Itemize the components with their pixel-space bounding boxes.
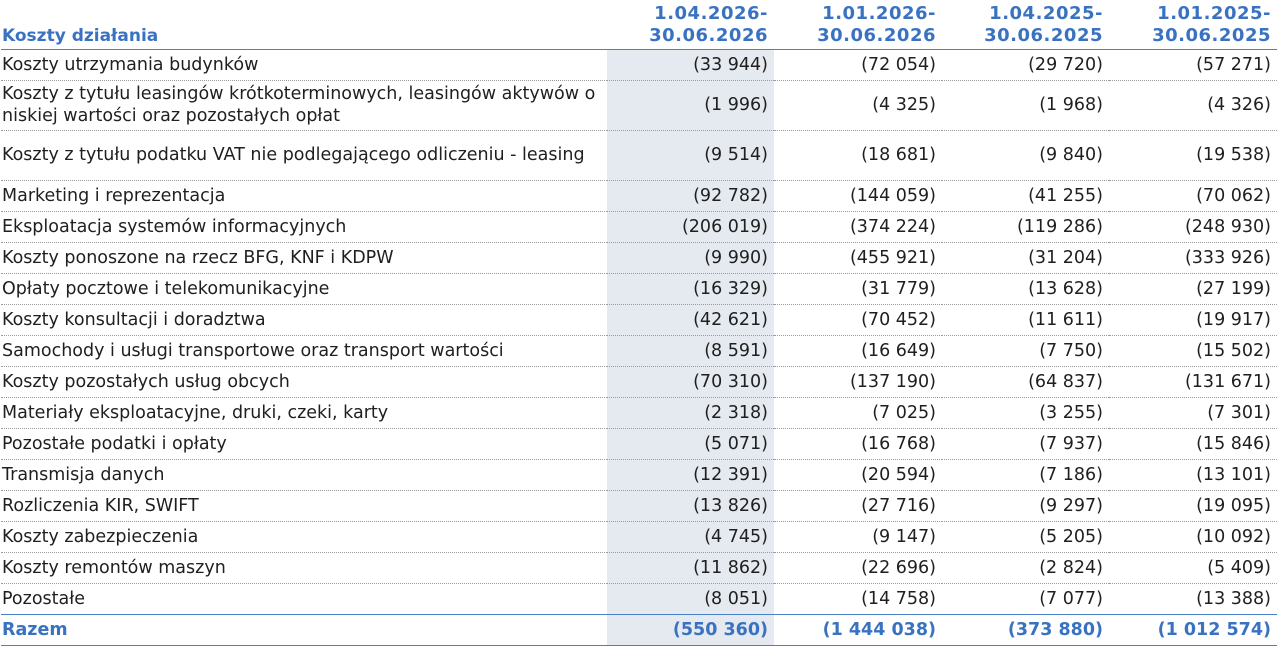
row-value: (1 996) bbox=[607, 80, 774, 130]
table-row bbox=[1, 335, 1277, 366]
row-value: (70 452) bbox=[774, 304, 942, 335]
total-row bbox=[1, 614, 1277, 645]
row-value: (7 186) bbox=[942, 459, 1109, 490]
row-value: (2 318) bbox=[607, 397, 774, 428]
row-value: (248 930) bbox=[1109, 211, 1277, 242]
row-value: (12 391) bbox=[607, 459, 774, 490]
table-row bbox=[1, 459, 1277, 490]
row-label: Pozostałe podatki i opłaty bbox=[1, 428, 607, 459]
row-label: Koszty z tytułu leasingów krótkoterminowych, leasingów aktywów o niskiej wartości oraz pozostałych opłat bbox=[1, 80, 607, 130]
row-value: (42 621) bbox=[607, 304, 774, 335]
row-value: (19 538) bbox=[1109, 130, 1277, 180]
row-value: (41 255) bbox=[942, 180, 1109, 211]
row-value: (144 059) bbox=[774, 180, 942, 211]
row-value: (4 745) bbox=[607, 521, 774, 552]
row-value: (13 628) bbox=[942, 273, 1109, 304]
row-value: (7 750) bbox=[942, 335, 1109, 366]
table-row bbox=[1, 80, 1277, 130]
row-value: (3 255) bbox=[942, 397, 1109, 428]
total-value: (1 444 038) bbox=[774, 614, 942, 645]
table-row bbox=[1, 242, 1277, 273]
row-label: Samochody i usługi transportowe oraz transport wartości bbox=[1, 335, 607, 366]
row-label: Koszty ponoszone na rzecz BFG, KNF i KDPW bbox=[1, 242, 607, 273]
row-value: (8 591) bbox=[607, 335, 774, 366]
row-value: (119 286) bbox=[942, 211, 1109, 242]
table-row bbox=[1, 521, 1277, 552]
row-label: Koszty remontów maszyn bbox=[1, 552, 607, 583]
row-value: (31 204) bbox=[942, 242, 1109, 273]
row-value: (131 671) bbox=[1109, 366, 1277, 397]
row-value: (57 271) bbox=[1109, 49, 1277, 80]
row-label: Opłaty pocztowe i telekomunikacyjne bbox=[1, 273, 607, 304]
row-value: (9 297) bbox=[942, 490, 1109, 521]
row-value: (8 051) bbox=[607, 583, 774, 614]
row-value: (1 968) bbox=[942, 80, 1109, 130]
period-header: 1.01.2026- 30.06.2026 bbox=[817, 2, 936, 46]
row-value: (374 224) bbox=[774, 211, 942, 242]
row-value: (7 077) bbox=[942, 583, 1109, 614]
row-value: (7 937) bbox=[942, 428, 1109, 459]
row-value: (9 147) bbox=[774, 521, 942, 552]
row-label: Eksploatacja systemów informacyjnych bbox=[1, 211, 607, 242]
row-label: Koszty pozostałych usług obcych bbox=[1, 366, 607, 397]
row-value: (4 325) bbox=[774, 80, 942, 130]
row-value: (33 944) bbox=[607, 49, 774, 80]
row-value: (11 611) bbox=[942, 304, 1109, 335]
table-row bbox=[1, 428, 1277, 459]
row-label: Rozliczenia KIR, SWIFT bbox=[1, 490, 607, 521]
row-value: (18 681) bbox=[774, 130, 942, 180]
table-row bbox=[1, 304, 1277, 335]
row-value: (11 862) bbox=[607, 552, 774, 583]
row-value: (13 826) bbox=[607, 490, 774, 521]
row-value: (9 514) bbox=[607, 130, 774, 180]
table-row bbox=[1, 366, 1277, 397]
table-row bbox=[1, 49, 1277, 80]
row-label: Koszty utrzymania budynków bbox=[1, 49, 607, 80]
table-title: Koszty działania bbox=[2, 25, 159, 46]
row-value: (15 846) bbox=[1109, 428, 1277, 459]
row-value: (206 019) bbox=[607, 211, 774, 242]
row-value: (22 696) bbox=[774, 552, 942, 583]
table-row bbox=[1, 397, 1277, 428]
row-value: (19 917) bbox=[1109, 304, 1277, 335]
total-value: (1 012 574) bbox=[1109, 614, 1277, 645]
total-value: (373 880) bbox=[942, 614, 1109, 645]
row-value: (333 926) bbox=[1109, 242, 1277, 273]
total-label: Razem bbox=[1, 614, 607, 645]
row-value: (5 071) bbox=[607, 428, 774, 459]
row-value: (27 199) bbox=[1109, 273, 1277, 304]
row-value: (9 990) bbox=[607, 242, 774, 273]
table-row bbox=[1, 180, 1277, 211]
table-row bbox=[1, 211, 1277, 242]
row-value: (455 921) bbox=[774, 242, 942, 273]
row-label: Pozostałe bbox=[1, 583, 607, 614]
row-value: (13 101) bbox=[1109, 459, 1277, 490]
row-value: (31 779) bbox=[774, 273, 942, 304]
row-value: (13 388) bbox=[1109, 583, 1277, 614]
total-value: (550 360) bbox=[607, 614, 774, 645]
row-value: (20 594) bbox=[774, 459, 942, 490]
period-header: 1.04.2026- 30.06.2026 bbox=[649, 2, 768, 46]
row-value: (70 310) bbox=[607, 366, 774, 397]
row-value: (16 768) bbox=[774, 428, 942, 459]
row-label: Koszty z tytułu podatku VAT nie podlegającego odliczeniu - leasing bbox=[1, 130, 607, 180]
table-row bbox=[1, 552, 1277, 583]
row-label: Koszty konsultacji i doradztwa bbox=[1, 304, 607, 335]
row-value: (15 502) bbox=[1109, 335, 1277, 366]
row-value: (19 095) bbox=[1109, 490, 1277, 521]
row-value: (5 205) bbox=[942, 521, 1109, 552]
table-row bbox=[1, 273, 1277, 304]
row-value: (10 092) bbox=[1109, 521, 1277, 552]
row-value: (64 837) bbox=[942, 366, 1109, 397]
row-value: (92 782) bbox=[607, 180, 774, 211]
row-label: Transmisja danych bbox=[1, 459, 607, 490]
row-value: (4 326) bbox=[1109, 80, 1277, 130]
row-label: Marketing i reprezentacja bbox=[1, 180, 607, 211]
period-header: 1.01.2025- 30.06.2025 bbox=[1152, 2, 1271, 46]
period-header: 1.04.2025- 30.06.2025 bbox=[984, 2, 1103, 46]
row-value: (72 054) bbox=[774, 49, 942, 80]
table-row bbox=[1, 583, 1277, 614]
row-value: (5 409) bbox=[1109, 552, 1277, 583]
row-value: (9 840) bbox=[942, 130, 1109, 180]
row-value: (16 329) bbox=[607, 273, 774, 304]
table-row bbox=[1, 490, 1277, 521]
row-value: (7 025) bbox=[774, 397, 942, 428]
row-value: (2 824) bbox=[942, 552, 1109, 583]
row-value: (7 301) bbox=[1109, 397, 1277, 428]
row-value: (70 062) bbox=[1109, 180, 1277, 211]
row-label: Koszty zabezpieczenia bbox=[1, 521, 607, 552]
operating-costs-table bbox=[1, 0, 1277, 646]
row-value: (14 758) bbox=[774, 583, 942, 614]
header-row bbox=[1, 0, 1277, 49]
row-value: (16 649) bbox=[774, 335, 942, 366]
row-value: (137 190) bbox=[774, 366, 942, 397]
row-value: (29 720) bbox=[942, 49, 1109, 80]
row-label: Materiały eksploatacyjne, druki, czeki, karty bbox=[1, 397, 607, 428]
table-row bbox=[1, 130, 1277, 180]
row-value: (27 716) bbox=[774, 490, 942, 521]
